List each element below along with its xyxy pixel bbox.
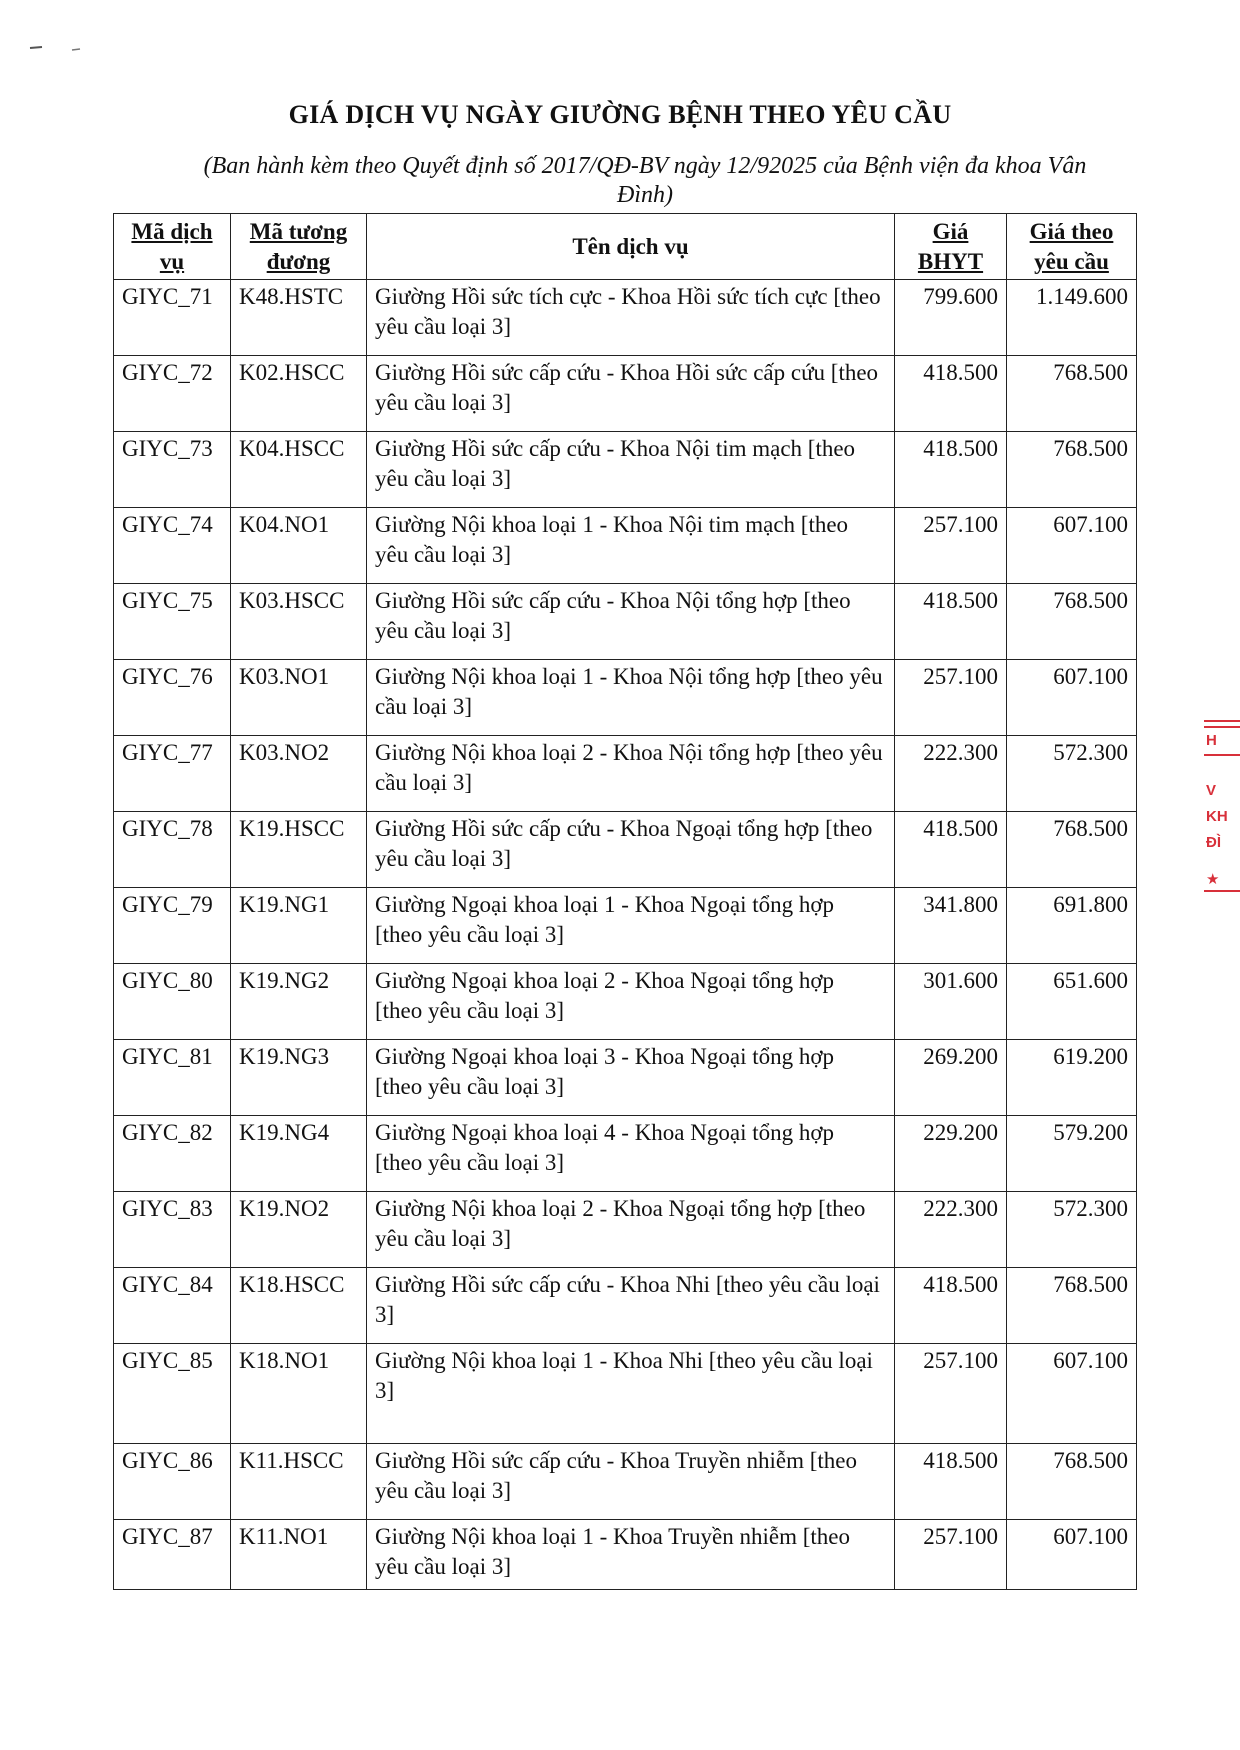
header-request-price: Giá theo yêu cầu — [1007, 214, 1137, 280]
service-code-cell: GIYC_85 — [114, 1344, 231, 1444]
bhyt-price-cell: 418.500 — [895, 812, 1007, 888]
bhyt-price-cell: 341.800 — [895, 888, 1007, 964]
service-name-cell: Giường Hồi sức cấp cứu - Khoa Ngoại tổng hợp [theo yêu cầu loại 3] — [367, 812, 895, 888]
service-code-cell: GIYC_77 — [114, 736, 231, 812]
equivalent-code-cell: K18.HSCC — [231, 1268, 367, 1344]
equivalent-code-cell: K04.NO1 — [231, 508, 367, 584]
request-price-cell: 619.200 — [1007, 1040, 1137, 1116]
equivalent-code-cell: K03.NO2 — [231, 736, 367, 812]
service-code-cell: GIYC_78 — [114, 812, 231, 888]
service-name-cell: Giường Hồi sức cấp cứu - Khoa Nội tổng hợp [theo yêu cầu loại 3] — [367, 584, 895, 660]
table-row — [114, 1520, 1137, 1590]
service-code-cell: GIYC_72 — [114, 356, 231, 432]
table-row — [114, 812, 1137, 888]
service-code-cell: GIYC_83 — [114, 1192, 231, 1268]
table-row — [114, 1116, 1137, 1192]
request-price-cell: 768.500 — [1007, 812, 1137, 888]
bhyt-price-cell: 257.100 — [895, 1344, 1007, 1444]
request-price-cell: 651.600 — [1007, 964, 1137, 1040]
table-row — [114, 356, 1137, 432]
request-price-cell: 572.300 — [1007, 736, 1137, 812]
equivalent-code-cell: K19.NG3 — [231, 1040, 367, 1116]
stamp-text: H — [1206, 732, 1217, 749]
service-code-cell: GIYC_79 — [114, 888, 231, 964]
service-name-cell: Giường Nội khoa loại 1 - Khoa Nội tổng hợp [theo yêu cầu loại 3] — [367, 660, 895, 736]
request-price-cell: 607.100 — [1007, 660, 1137, 736]
request-price-cell: 607.100 — [1007, 508, 1137, 584]
bhyt-price-cell: 257.100 — [895, 1520, 1007, 1590]
service-code-cell: GIYC_81 — [114, 1040, 231, 1116]
request-price-cell: 768.500 — [1007, 356, 1137, 432]
service-code-cell: GIYC_71 — [114, 280, 231, 356]
service-name-cell: Giường Ngoại khoa loại 2 - Khoa Ngoại tổng hợp [theo yêu cầu loại 3] — [367, 964, 895, 1040]
table-row — [114, 584, 1137, 660]
red-stamp-fragment — [1200, 712, 1240, 902]
document-subtitle: (Ban hành kèm theo Quyết định số 2017/QĐ-BV ngày 12/92025 của Bệnh viện đa khoa Vân Đình) — [203, 153, 1087, 208]
equivalent-code-cell: K04.HSCC — [231, 432, 367, 508]
service-code-cell: GIYC_76 — [114, 660, 231, 736]
equivalent-code-cell: K11.NO1 — [231, 1520, 367, 1590]
bhyt-price-cell: 418.500 — [895, 584, 1007, 660]
service-name-cell: Giường Nội khoa loại 2 - Khoa Nội tổng hợp [theo yêu cầu loại 3] — [367, 736, 895, 812]
table-row — [114, 508, 1137, 584]
equivalent-code-cell: K03.NO1 — [231, 660, 367, 736]
request-price-cell: 579.200 — [1007, 1116, 1137, 1192]
service-code-cell: GIYC_80 — [114, 964, 231, 1040]
table-row — [114, 1040, 1137, 1116]
request-price-cell: 768.500 — [1007, 432, 1137, 508]
bhyt-price-cell: 799.600 — [895, 280, 1007, 356]
service-code-cell: GIYC_74 — [114, 508, 231, 584]
bhyt-price-cell: 269.200 — [895, 1040, 1007, 1116]
table-row — [114, 1444, 1137, 1520]
equivalent-code-cell: K48.HSTC — [231, 280, 367, 356]
table-row — [114, 1344, 1137, 1444]
bhyt-price-cell: 222.300 — [895, 736, 1007, 812]
header-service-code: Mã dịch vụ — [114, 214, 231, 280]
table-row — [114, 888, 1137, 964]
bhyt-price-cell: 222.300 — [895, 1192, 1007, 1268]
equivalent-code-cell: K02.HSCC — [231, 356, 367, 432]
bhyt-price-cell: 301.600 — [895, 964, 1007, 1040]
service-name-cell: Giường Nội khoa loại 1 - Khoa Nội tim mạch [theo yêu cầu loại 3] — [367, 508, 895, 584]
request-price-cell: 691.800 — [1007, 888, 1137, 964]
equivalent-code-cell: K19.HSCC — [231, 812, 367, 888]
bhyt-price-cell: 418.500 — [895, 432, 1007, 508]
scan-mark — [28, 44, 88, 54]
bhyt-price-cell: 418.500 — [895, 1444, 1007, 1520]
service-code-cell: GIYC_84 — [114, 1268, 231, 1344]
equivalent-code-cell: K19.NG2 — [231, 964, 367, 1040]
header-service-name: Tên dịch vụ — [367, 214, 895, 280]
service-name-cell: Giường Nội khoa loại 1 - Khoa Nhi [theo yêu cầu loại 3] — [367, 1344, 895, 1444]
request-price-cell: 572.300 — [1007, 1192, 1137, 1268]
table-header-row — [114, 214, 1137, 280]
table-row — [114, 964, 1137, 1040]
table-row — [114, 736, 1137, 812]
table-body — [114, 280, 1137, 1590]
service-name-cell: Giường Ngoại khoa loại 4 - Khoa Ngoại tổng hợp [theo yêu cầu loại 3] — [367, 1116, 895, 1192]
table-row — [114, 1192, 1137, 1268]
request-price-cell: 1.149.600 — [1007, 280, 1137, 356]
service-name-cell: Giường Hồi sức cấp cứu - Khoa Nội tim mạch [theo yêu cầu loại 3] — [367, 432, 895, 508]
service-name-cell: Giường Hồi sức cấp cứu - Khoa Hồi sức cấp cứu [theo yêu cầu loại 3] — [367, 356, 895, 432]
request-price-cell: 768.500 — [1007, 1444, 1137, 1520]
service-name-cell: Giường Hồi sức tích cực - Khoa Hồi sức tích cực [theo yêu cầu loại 3] — [367, 280, 895, 356]
bhyt-price-cell: 257.100 — [895, 660, 1007, 736]
service-code-cell: GIYC_75 — [114, 584, 231, 660]
equivalent-code-cell: K19.NO2 — [231, 1192, 367, 1268]
service-code-cell: GIYC_87 — [114, 1520, 231, 1590]
equivalent-code-cell: K19.NG1 — [231, 888, 367, 964]
service-code-cell: GIYC_82 — [114, 1116, 231, 1192]
stamp-text: ĐÌ — [1206, 834, 1221, 851]
bhyt-price-cell: 229.200 — [895, 1116, 1007, 1192]
service-code-cell: GIYC_73 — [114, 432, 231, 508]
equivalent-code-cell: K03.HSCC — [231, 584, 367, 660]
request-price-cell: 607.100 — [1007, 1520, 1137, 1590]
stamp-text: KH — [1206, 808, 1228, 825]
table-row — [114, 432, 1137, 508]
service-name-cell: Giường Ngoại khoa loại 3 - Khoa Ngoại tổng hợp [theo yêu cầu loại 3] — [367, 1040, 895, 1116]
equivalent-code-cell: K19.NG4 — [231, 1116, 367, 1192]
stamp-star: ★ — [1206, 871, 1220, 888]
service-name-cell: Giường Nội khoa loại 1 - Khoa Truyền nhiễm [theo yêu cầu loại 3] — [367, 1520, 895, 1590]
equivalent-code-cell: K18.NO1 — [231, 1344, 367, 1444]
bhyt-price-cell: 418.500 — [895, 356, 1007, 432]
header-equivalent-code: Mã tương đương — [231, 214, 367, 280]
request-price-cell: 768.500 — [1007, 1268, 1137, 1344]
bhyt-price-cell: 257.100 — [895, 508, 1007, 584]
table-row — [114, 1268, 1137, 1344]
service-name-cell: Giường Ngoại khoa loại 1 - Khoa Ngoại tổng hợp [theo yêu cầu loại 3] — [367, 888, 895, 964]
service-code-cell: GIYC_86 — [114, 1444, 231, 1520]
stamp-text: V — [1206, 782, 1217, 799]
service-name-cell: Giường Hồi sức cấp cứu - Khoa Truyền nhiễm [theo yêu cầu loại 3] — [367, 1444, 895, 1520]
equivalent-code-cell: K11.HSCC — [231, 1444, 367, 1520]
table-row — [114, 280, 1137, 356]
service-name-cell: Giường Hồi sức cấp cứu - Khoa Nhi [theo yêu cầu loại 3] — [367, 1268, 895, 1344]
service-name-cell: Giường Nội khoa loại 2 - Khoa Ngoại tổng hợp [theo yêu cầu loại 3] — [367, 1192, 895, 1268]
bhyt-price-cell: 418.500 — [895, 1268, 1007, 1344]
request-price-cell: 607.100 — [1007, 1344, 1137, 1444]
header-bhyt-price: Giá BHYT — [895, 214, 1007, 280]
price-table — [113, 213, 1137, 1590]
request-price-cell: 768.500 — [1007, 584, 1137, 660]
document-title: GIÁ DỊCH VỤ NGÀY GIƯỜNG BỆNH THEO YÊU CẦU — [288, 100, 952, 129]
table-row — [114, 660, 1137, 736]
